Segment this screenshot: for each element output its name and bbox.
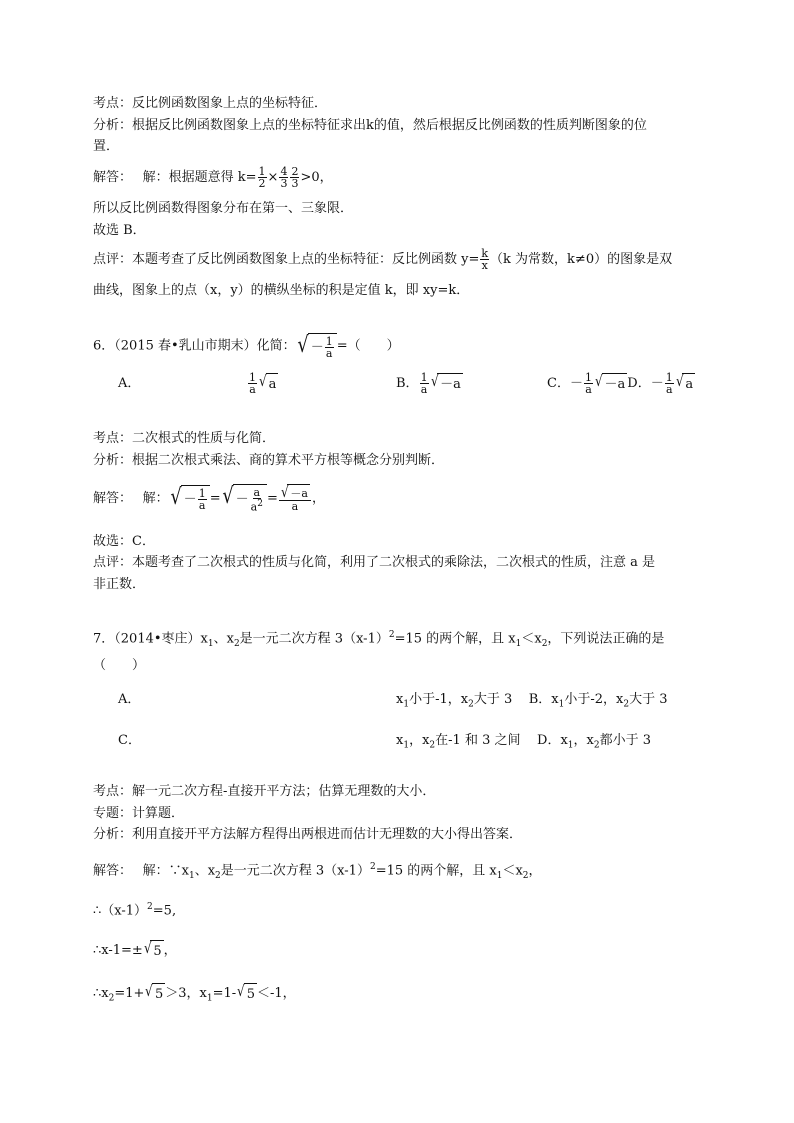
q5-fraction-1 <box>258 166 267 189</box>
q7-option-a-b <box>396 691 668 714</box>
text: 解答： 解：∵x <box>93 863 189 879</box>
q7-fenxi: 分析：利用直接开平方法解方程得出两根进而估计无理数的大小得出答案． <box>93 827 523 842</box>
radical-sign-icon: √ <box>430 372 439 390</box>
denominator: a <box>665 383 673 396</box>
text: 、x <box>194 863 216 879</box>
minus: － <box>235 491 249 507</box>
q6-stem-suffix: =（ ） <box>336 338 400 354</box>
text: ，下列说法正确的是 <box>547 631 665 647</box>
q5-jieda-prefix: 解答： 解：根据题意得 k= <box>93 170 257 185</box>
text: ， <box>528 863 542 879</box>
numerator: 4 <box>280 165 288 178</box>
q6-jieda-prefix: 解答： 解： <box>93 490 169 506</box>
subscript: 2 <box>522 870 529 881</box>
text: 在-1 和 3 之间 <box>435 733 521 748</box>
superscript: 2 <box>369 862 376 872</box>
q5-fenxi-1: 分析：根据反比例函数图象上点的坐标特征求出k的值，然后根据反比例函数的性质判断图象的位 <box>93 118 647 133</box>
q6-stem-prefix: 6．（2015 春•乳山市期末）化简： <box>93 338 296 354</box>
text: 大于 3 <box>473 692 513 707</box>
denominator: x <box>481 259 488 272</box>
text: x <box>396 733 404 748</box>
denominator: 2 <box>258 177 266 190</box>
base: a <box>250 500 258 514</box>
sqrt <box>169 485 210 511</box>
radical-sign-icon: √ <box>280 483 289 502</box>
numerator: k <box>481 247 489 260</box>
numerator: a <box>253 486 261 499</box>
equals: = <box>209 490 221 506</box>
subscript: 2 <box>215 870 221 881</box>
text: 、x <box>213 631 234 647</box>
text: =1- <box>212 986 237 1001</box>
radical-sign-icon: √ <box>594 372 603 390</box>
subscript: 1 <box>558 699 565 710</box>
subscript: 1 <box>207 638 214 649</box>
text: ＞3，x <box>165 986 207 1001</box>
q6-option-a-label: A． <box>118 376 141 391</box>
subscript: 2 <box>468 699 474 710</box>
q5-gt-zero: >0， <box>300 170 333 185</box>
subscript: 1 <box>403 699 410 710</box>
q5-kaodian: 考点：反比例函数图象上点的坐标特征． <box>93 96 328 111</box>
radicand: a <box>266 373 279 394</box>
text: ，x <box>573 733 594 748</box>
q6-sqrt <box>296 333 337 359</box>
superscript: 2 <box>388 630 395 640</box>
text: 小于-2，x <box>564 692 624 707</box>
subscript: 1 <box>403 740 410 751</box>
denominator: a <box>198 499 206 513</box>
denominator: a <box>585 383 592 396</box>
text: 是一元二次方程 3（x-1） <box>239 631 389 647</box>
option-label: D． <box>627 376 651 391</box>
subscript: 2 <box>593 740 600 751</box>
q7-stem-2: （ ） <box>93 658 146 673</box>
subscript: 2 <box>233 638 240 649</box>
subscript: 1 <box>567 740 574 751</box>
q6-stem <box>93 333 400 359</box>
minus: － <box>569 376 583 391</box>
q5-jieda <box>93 166 333 189</box>
option-label: B． <box>396 376 419 391</box>
q7-option-a-label: A． <box>118 692 141 707</box>
text: ∴x-1=± <box>93 943 143 958</box>
text: ＜x <box>521 631 542 647</box>
q7-kaodian: 考点：解一元二次方程-直接开平方法；估算无理数的大小． <box>93 784 436 799</box>
equals: = <box>266 490 278 506</box>
comma: ， <box>311 490 325 506</box>
q6-kaodian: 考点：二次根式的性质与化简． <box>93 431 276 446</box>
denominator: a <box>249 383 256 396</box>
radicand: －a <box>437 373 463 394</box>
radical-sign-icon: √ <box>143 939 152 957</box>
q6-fenxi: 分析：根据二次根式乘法、商的算术平方根等概念分别判断． <box>93 453 445 468</box>
subscript: 2 <box>429 740 436 751</box>
denominator: 3 <box>291 177 299 190</box>
minus: － <box>310 339 324 355</box>
denominator: a <box>420 383 428 396</box>
numerator: 1 <box>325 335 333 348</box>
radicand: 5 <box>152 983 165 1004</box>
numerator: 1 <box>584 371 592 384</box>
q6-option-c-d <box>547 372 695 395</box>
text: 是一元二次方程 3（x-1） <box>220 863 370 879</box>
subscript: 1 <box>496 870 503 881</box>
radical-sign-icon: √ <box>297 333 309 358</box>
text: =15 的两个解，且 x <box>394 631 516 647</box>
text: =5, <box>152 903 177 919</box>
text: ，x <box>409 733 430 748</box>
q7-jieda <box>93 858 542 885</box>
text: D．x <box>537 733 568 748</box>
q6-option-b <box>396 372 463 395</box>
radical-sign-icon: √ <box>170 485 182 511</box>
subscript: 1 <box>188 870 195 881</box>
text: =1+ <box>114 986 145 1001</box>
option-label: C． <box>547 376 570 391</box>
radicand: 5 <box>150 940 163 961</box>
subscript: 2 <box>623 699 630 710</box>
q7-stem-1 <box>93 626 664 653</box>
numerator: 2 <box>291 165 299 178</box>
text: 小于-1，x <box>409 692 469 707</box>
sqrt <box>221 484 267 513</box>
radicand: a <box>682 373 695 394</box>
radicand: －a <box>602 373 628 394</box>
q5-dianping-text: 点评：本题考查了反比例函数图象上点的坐标特征：反比例函数 y= <box>93 252 480 267</box>
text: ， <box>163 943 177 958</box>
radical-sign-icon: √ <box>675 372 684 390</box>
radicand: －a <box>287 484 310 500</box>
subscript: 1 <box>206 993 213 1004</box>
subscript: 2 <box>108 993 115 1004</box>
q7-zhuanti: 专题：计算题． <box>93 806 185 821</box>
text: ＜-1， <box>257 986 296 1001</box>
text: ＜x <box>502 863 523 879</box>
denominator: a <box>325 347 333 360</box>
q6-jieda <box>93 484 325 513</box>
q7-step-3 <box>93 983 296 1008</box>
superscript: 2 <box>147 902 153 912</box>
q5-dianping-2: 曲线，图象上的点（x，y）的横纵坐标的积是定值 k，即 xy=k． <box>93 283 470 298</box>
numerator: 1 <box>198 487 206 501</box>
radical-sign-icon: √ <box>258 372 267 390</box>
text: 大于 3 <box>629 692 668 707</box>
times-sign: × <box>267 170 279 185</box>
radical-sign-icon: √ <box>221 484 234 509</box>
q7-step-2 <box>93 940 177 961</box>
k-over-x-fraction <box>480 248 489 271</box>
q5-dianping-text-b: （k 为常数，k≠0）的图象是双 <box>490 252 673 267</box>
text: B．x <box>528 692 559 707</box>
q7-option-c-label: C． <box>118 733 141 748</box>
q5-line2: 所以反比例函数得图象分布在第一、三象限． <box>93 201 354 216</box>
q5-fraction-3 <box>290 166 299 189</box>
radical-sign-icon: √ <box>145 982 154 1000</box>
numerator: 1 <box>249 371 256 384</box>
q6-dianping-2: 非正数． <box>93 577 146 592</box>
q5-fenxi-2: 置． <box>93 139 120 154</box>
text: ∴x <box>93 986 109 1001</box>
q5-line3: 故选 B． <box>93 223 146 238</box>
q7-step-1 <box>93 898 176 920</box>
numerator: 1 <box>258 165 266 178</box>
q7-option-c-d <box>396 732 651 755</box>
q6-option-a <box>247 372 278 395</box>
subscript: 2 <box>541 638 548 649</box>
text: 都小于 3 <box>599 733 652 748</box>
minus: － <box>183 491 197 507</box>
q6-dianping-1: 点评：本题考查了二次根式的性质与化简，利用了二次根式的乘除法，二次根式的性质，注意 a 是 <box>93 555 656 570</box>
numerator: 1 <box>420 371 428 384</box>
minus: － <box>650 376 664 391</box>
denominator: 3 <box>280 177 288 190</box>
text: 7．（2014•枣庄）x <box>93 631 208 647</box>
denominator: a <box>291 500 299 514</box>
text: ∴（x-1） <box>93 903 148 919</box>
exponent: 2 <box>257 499 263 509</box>
text: x <box>396 692 404 707</box>
text: =15 的两个解，且 x <box>375 863 497 879</box>
q6-guxuan: 故选：C． <box>93 534 155 549</box>
q5-fraction-2 <box>279 166 288 189</box>
q5-dianping-1 <box>93 248 672 271</box>
numerator: 1 <box>665 371 673 384</box>
subscript: 1 <box>515 638 522 649</box>
radical-sign-icon: √ <box>237 982 245 1000</box>
radicand: 5 <box>244 983 257 1004</box>
